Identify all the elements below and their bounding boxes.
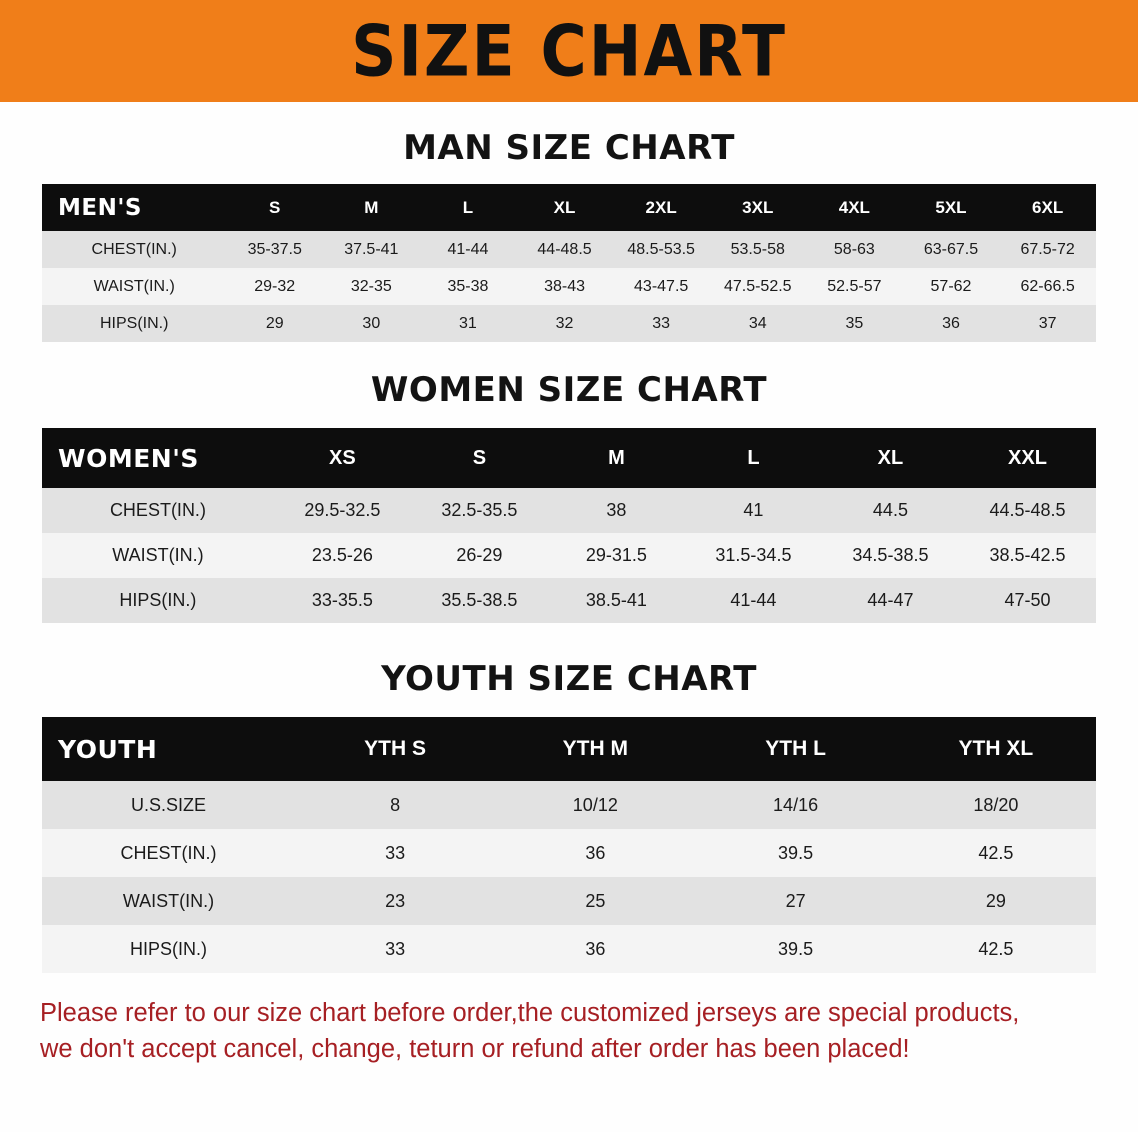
cell: 29.5-32.5: [304, 500, 381, 520]
man-col-header: XL: [553, 197, 576, 217]
cell: 38.5-41: [585, 590, 647, 610]
cell: 23.5-26: [311, 545, 373, 565]
women-col-header: XL: [877, 446, 904, 469]
cell: 37: [1038, 314, 1057, 332]
cell: 43-47.5: [634, 277, 689, 295]
row-label: CHEST(IN.): [120, 842, 217, 863]
women-col-header: S: [472, 446, 487, 469]
cell: 44.5-48.5: [989, 500, 1066, 520]
cell: 44-48.5: [537, 240, 592, 258]
man-col-header: 3XL: [742, 197, 774, 217]
cell: 53.5-58: [730, 240, 785, 258]
man-col-header: 5XL: [935, 197, 967, 217]
women-corner-label: WOMEN'S: [58, 443, 199, 473]
cell: 31: [459, 314, 477, 332]
cell: 37.5-41: [344, 240, 399, 258]
cell: 29-32: [254, 277, 296, 295]
man-section-title: MAN SIZE CHART: [403, 128, 735, 168]
cell: 35-37.5: [247, 240, 302, 258]
man-table-wrapper: [42, 184, 1096, 342]
youth-section-title: YOUTH SIZE CHART: [381, 659, 757, 699]
cell: 35-38: [447, 277, 489, 295]
youth-col-header: YTH XL: [958, 737, 1034, 760]
table-row: [42, 488, 1096, 533]
cell: 36: [942, 314, 960, 332]
row-label: CHEST(IN.): [91, 240, 177, 258]
women-col-header: XS: [329, 446, 356, 469]
women-col-header: XXL: [1008, 446, 1047, 469]
table-row: [42, 829, 1096, 877]
cell: 18/20: [973, 794, 1019, 815]
cell: 38-43: [544, 277, 585, 295]
cell: 33: [385, 842, 406, 863]
table-row: [42, 533, 1096, 578]
man-col-header: L: [462, 197, 474, 217]
cell: 36: [585, 842, 606, 863]
cell: 44.5: [872, 500, 908, 520]
cell: 32: [555, 314, 574, 332]
cell: 52.5-57: [827, 277, 882, 295]
youth-size-table: [42, 717, 1096, 973]
cell: 14/16: [773, 794, 819, 815]
man-col-header: 4XL: [838, 197, 870, 217]
cell: 57-62: [930, 277, 972, 295]
man-col-header: 2XL: [645, 197, 677, 217]
disclaimer-line-1: Please refer to our size chart before order,the customized jerseys are special products,: [40, 999, 1020, 1027]
cell: 47.5-52.5: [723, 277, 792, 295]
youth-corner-label: YOUTH: [58, 734, 158, 764]
man-col-header: M: [364, 197, 379, 217]
youth-col-header: YTH S: [364, 737, 426, 760]
man-table-body: [42, 231, 1096, 342]
cell: 35.5-38.5: [441, 590, 518, 610]
cell: 34.5-38.5: [852, 545, 929, 565]
man-col-header: 6XL: [1032, 197, 1064, 217]
table-row: [42, 877, 1096, 925]
header-banner: [0, 0, 1138, 102]
man-size-table: [42, 184, 1096, 342]
man-corner-label: MEN'S: [58, 194, 142, 221]
women-section-title: WOMEN SIZE CHART: [370, 370, 768, 410]
row-label: WAIST(IN.): [112, 545, 204, 565]
row-label: HIPS(IN.): [99, 314, 169, 332]
cell: 25: [585, 890, 606, 911]
cell: 32-35: [350, 277, 392, 295]
cell: 32.5-35.5: [441, 500, 518, 520]
women-table-wrapper: [42, 428, 1096, 623]
cell: 41-44: [730, 590, 777, 610]
cell: 29: [985, 890, 1006, 911]
cell: 38: [606, 500, 627, 520]
table-row: [42, 925, 1096, 973]
women-table-body: [42, 488, 1096, 623]
disclaimer-line-2: we don't accept cancel, change, teturn or refund after order has been placed!: [40, 1035, 910, 1064]
cell: 34: [748, 314, 767, 332]
cell: 36: [585, 938, 606, 959]
women-col-header: M: [608, 446, 625, 469]
cell: 47-50: [1004, 590, 1051, 610]
cell: 39.5: [778, 938, 814, 959]
cell: 38.5-42.5: [989, 545, 1066, 565]
women-size-table: [42, 428, 1096, 623]
table-header-row: [42, 717, 1096, 781]
cell: 8: [390, 794, 401, 815]
table-header-row: [42, 184, 1096, 231]
cell: 10/12: [572, 794, 618, 815]
youth-col-header: YTH L: [765, 737, 826, 760]
cell: 33: [652, 314, 671, 332]
women-col-header: L: [747, 446, 760, 469]
man-col-header: S: [269, 197, 281, 217]
cell: 26-29: [456, 545, 503, 565]
disclaimer-note: [40, 995, 1098, 1067]
row-label: WAIST(IN.): [122, 890, 215, 911]
cell: 67.5-72: [1020, 240, 1075, 258]
youth-table-wrapper: [42, 717, 1096, 973]
page-title: SIZE CHART: [351, 10, 787, 92]
table-row: [42, 305, 1096, 342]
cell: 48.5-53.5: [627, 240, 695, 258]
cell: 27: [785, 890, 806, 911]
cell: 33: [385, 938, 406, 959]
cell: 29: [265, 314, 284, 332]
cell: 29-31.5: [585, 545, 647, 565]
cell: 41-44: [447, 240, 489, 258]
cell: 42.5: [978, 938, 1014, 959]
row-label: WAIST(IN.): [93, 277, 175, 295]
cell: 62-66.5: [1020, 277, 1075, 295]
table-row: [42, 231, 1096, 268]
youth-table-body: [42, 781, 1096, 973]
cell: 41: [743, 500, 764, 520]
cell: 35: [845, 314, 864, 332]
cell: 31.5-34.5: [715, 545, 792, 565]
table-row: [42, 781, 1096, 829]
youth-table-head: [42, 717, 1096, 781]
cell: 33-35.5: [311, 590, 373, 610]
row-label: CHEST(IN.): [109, 500, 206, 520]
cell: 42.5: [978, 842, 1014, 863]
cell: 23: [385, 890, 406, 911]
cell: 63-67.5: [923, 240, 979, 258]
row-label: HIPS(IN.): [119, 590, 197, 610]
man-table-head: [42, 184, 1096, 231]
table-row: [42, 268, 1096, 305]
table-header-row: [42, 428, 1096, 488]
cell: 58-63: [833, 240, 875, 258]
cell: 44-47: [867, 590, 914, 610]
row-label: U.S.SIZE: [130, 794, 206, 815]
row-label: HIPS(IN.): [129, 938, 207, 959]
women-table-head: [42, 428, 1096, 488]
cell: 30: [362, 314, 381, 332]
table-row: [42, 578, 1096, 623]
youth-col-header: YTH M: [562, 737, 628, 760]
cell: 39.5: [778, 842, 814, 863]
